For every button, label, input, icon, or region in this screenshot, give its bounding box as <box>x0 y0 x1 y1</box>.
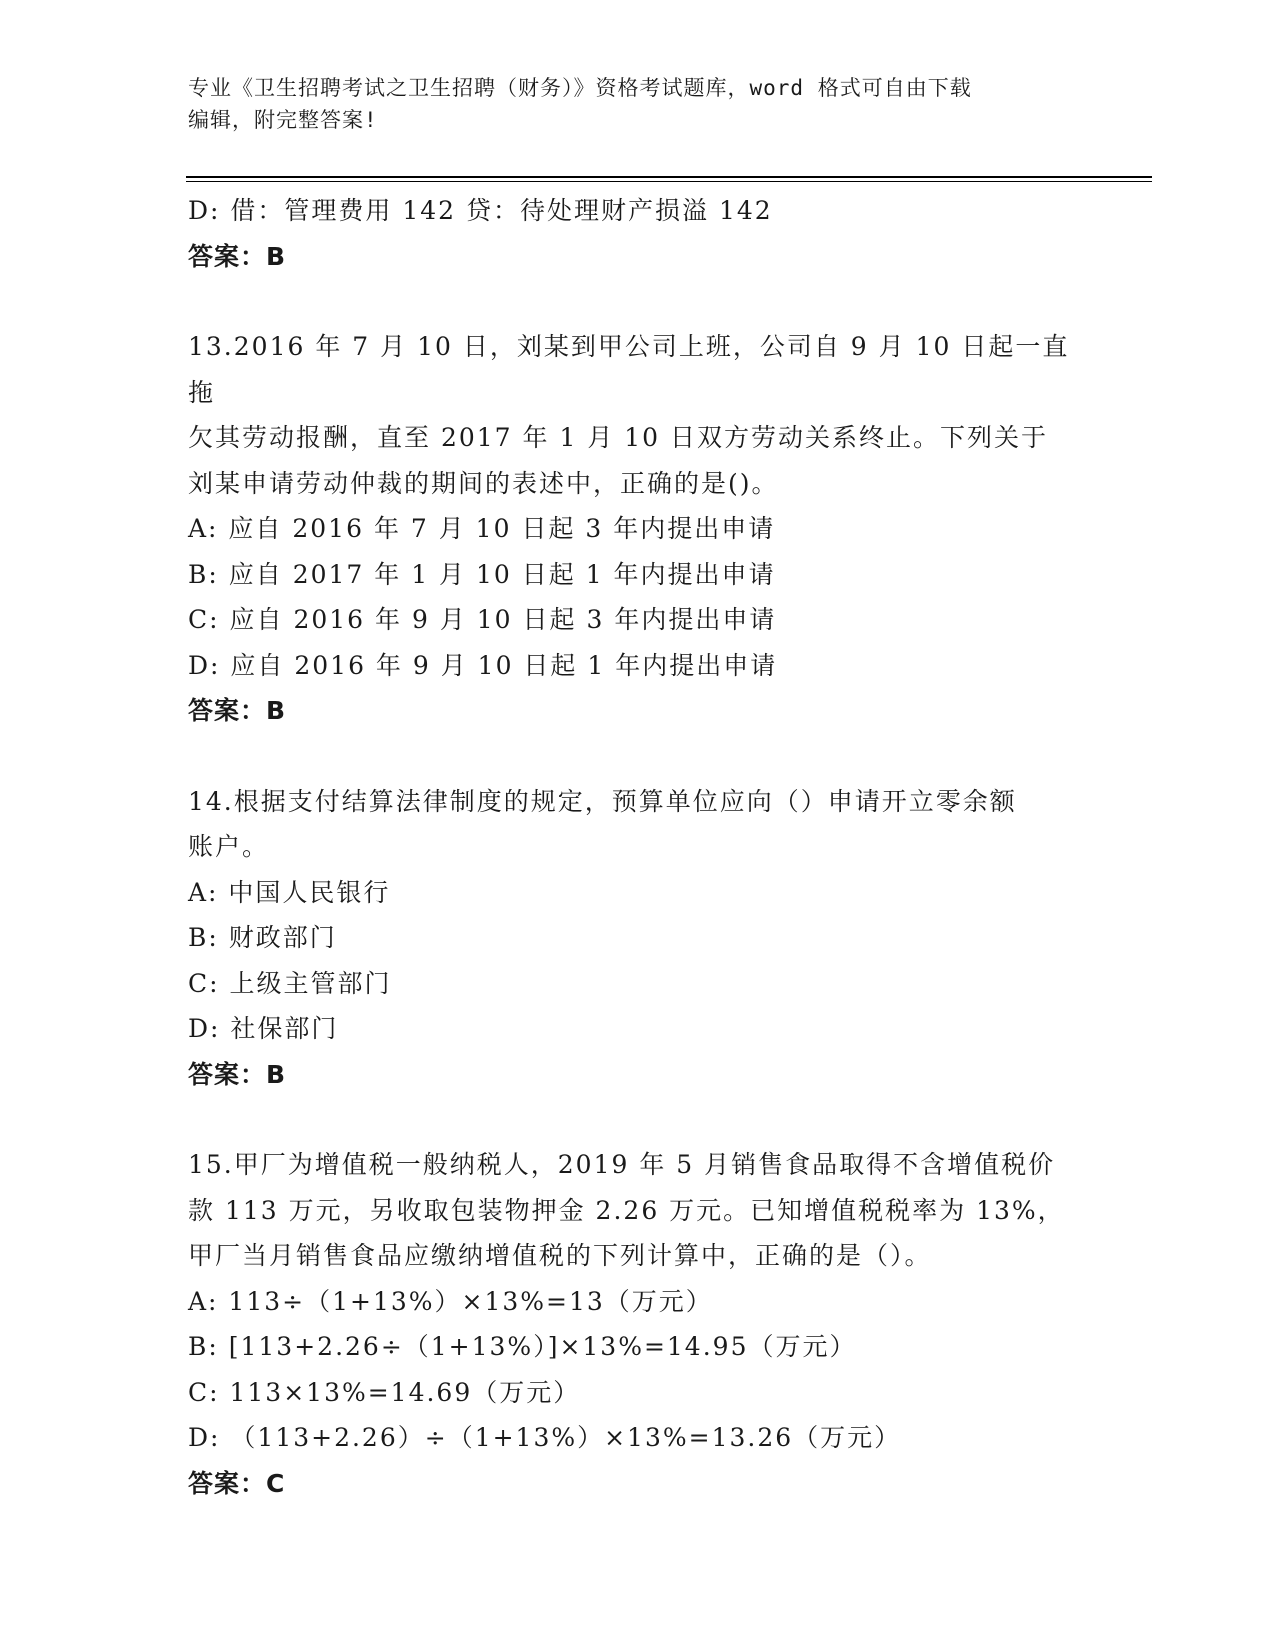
prev-option-d: D: 借：管理费用 142 贷：待处理财产损溢 142 <box>188 196 773 225</box>
question-content <box>188 188 1088 1506</box>
q15-option-a: A: 113÷（1+13%）×13%=13（万元） <box>188 1286 713 1316</box>
q15-stem-line-2: 款 113 万元，另收取包装物押金 2.26 万元。已知增值税税率为 13%， <box>188 1195 1065 1225</box>
q14-answer: 答案：B <box>188 1059 287 1089</box>
header-line-1: 专业《卫生招聘考试之卫生招聘（财务）》资格考试题库，word 格式可自由下载 <box>188 76 972 100</box>
q13-option-a: A: 应自 2016 年 7 月 10 日起 3 年内提出申请 <box>188 514 776 543</box>
question-14 <box>188 779 1088 1098</box>
q13-answer: 答案：B <box>188 696 287 725</box>
q14-option-b: B: 财政部门 <box>188 923 337 952</box>
q14-option-c: C: 上级主管部门 <box>188 968 392 998</box>
q13-stem-line-2: 欠其劳动报酬，直至 2017 年 1 月 10 日双方劳动关系终止。下列关于 <box>188 423 1049 452</box>
q13-option-c: C: 应自 2016 年 9 月 10 日起 3 年内提出申请 <box>188 605 777 634</box>
q15-option-d: D: （113+2.26）÷（1+13%）×13%=13.26（万元） <box>188 1423 902 1452</box>
document-header <box>188 72 1088 136</box>
q14-option-d: D: 社保部门 <box>188 1014 339 1043</box>
q15-stem-line-1: 15.甲厂为增值税一般纳税人，2019 年 5 月销售食品取得不含增值税价 <box>188 1150 1056 1179</box>
q15-stem-line-3: 甲厂当月销售食品应缴纳增值税的下列计算中，正确的是（）。 <box>188 1241 932 1270</box>
q13-option-d: D: 应自 2016 年 9 月 10 日起 1 年内提出申请 <box>188 650 778 680</box>
q13-option-b: B: 应自 2017 年 1 月 10 日起 1 年内提出申请 <box>188 559 776 589</box>
q14-option-a: A: 中国人民银行 <box>188 877 391 907</box>
header-divider-thin <box>186 181 1152 182</box>
question-15 <box>188 1142 1088 1506</box>
q14-stem-line-2: 账户。 <box>188 832 270 861</box>
q15-answer: 答案：C <box>188 1468 286 1498</box>
header-line-2: 编辑，附完整答案! <box>188 108 378 132</box>
question-13 <box>188 324 1088 734</box>
q13-stem-line-1: 13.2016 年 7 月 10 日，刘某到甲公司上班，公司自 9 月 10 日起一直拖 <box>188 332 1070 407</box>
header-divider-thick <box>186 176 1152 178</box>
q15-option-c: C: 113×13%=14.69（万元） <box>188 1377 581 1407</box>
prev-answer: 答案：B <box>188 241 287 271</box>
q15-option-b: B: [113+2.26÷（1+13%）]×13%=14.95（万元） <box>188 1332 857 1361</box>
q13-stem-line-3: 刘某申请劳动仲裁的期间的表述中，正确的是()。 <box>188 468 779 498</box>
q14-stem-line-1: 14.根据支付结算法律制度的规定，预算单位应向（）申请开立零余额 <box>188 786 1017 816</box>
